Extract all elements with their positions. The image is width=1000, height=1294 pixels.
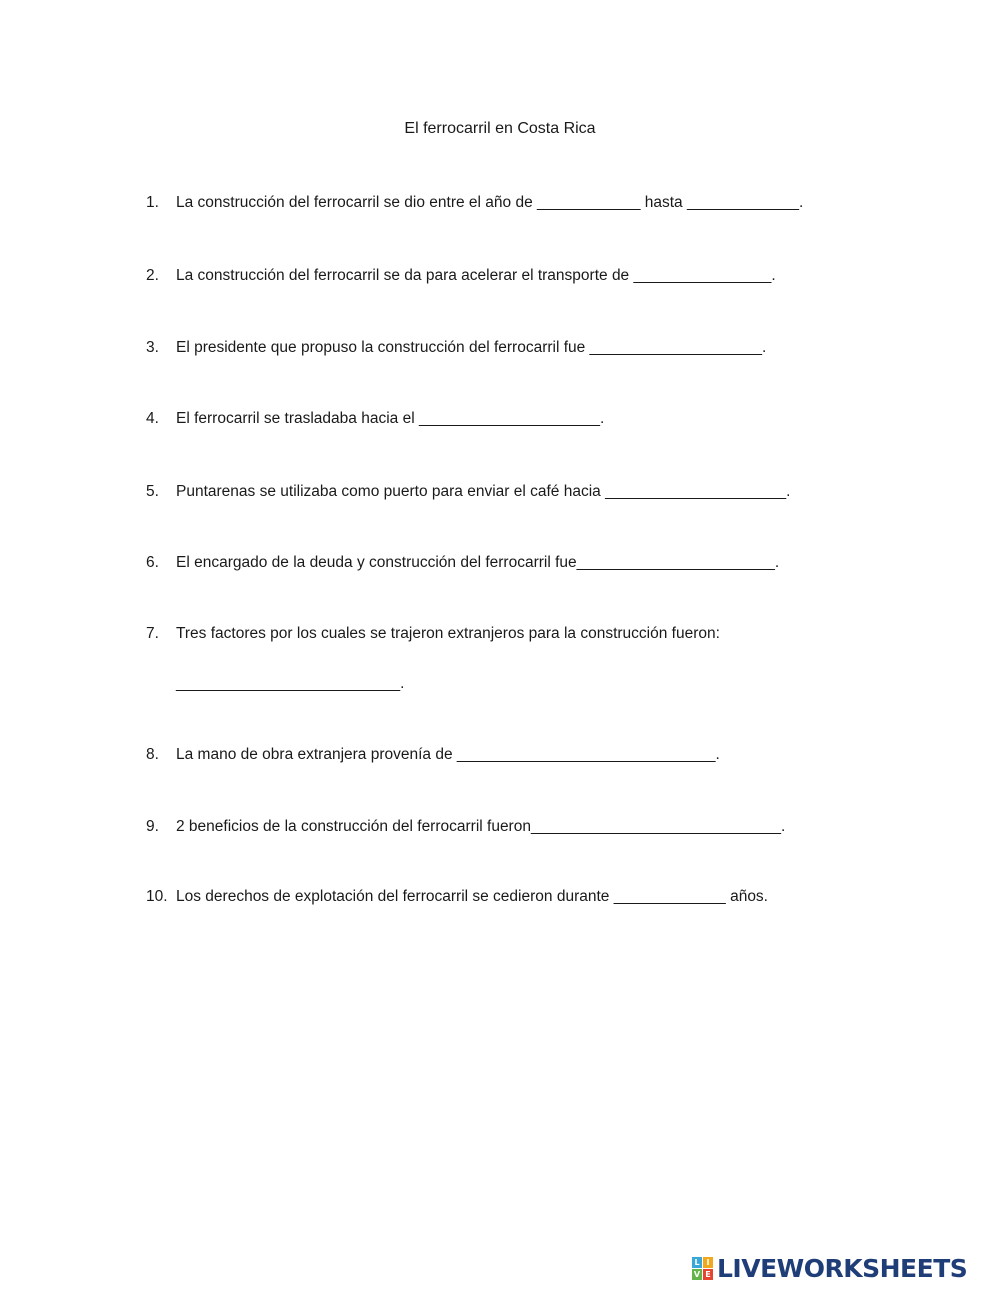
question-number: 10. <box>146 888 168 905</box>
question-number: 9. <box>146 818 159 835</box>
question-text: El presidente que propuso la construcción del ferrocarril fue ____________________. <box>176 339 767 356</box>
question-number: 7. <box>146 625 159 642</box>
logo-text: LIVEWORKSHEETS <box>717 1254 968 1283</box>
page-title: El ferrocarril en Costa Rica <box>404 120 596 137</box>
question-text: La mano de obra extranjera provenía de ______________________________. <box>176 746 720 763</box>
question-number: 5. <box>146 483 159 500</box>
question-text: 2 beneficios de la construcción del ferrocarril fueron_____________________________. <box>176 818 786 835</box>
liveworksheets-logo <box>692 1256 967 1282</box>
question-number: 2. <box>146 267 159 284</box>
question-number: 8. <box>146 746 159 763</box>
logo-tile: E <box>703 1269 713 1280</box>
question-text: La construcción del ferrocarril se da para acelerar el transporte de ________________. <box>176 267 776 284</box>
liveworksheets-mark-icon <box>692 1257 714 1281</box>
question-text: Puntarenas se utilizaba como puerto para enviar el café hacia _____________________. <box>176 483 791 500</box>
question-number: 1. <box>146 194 159 211</box>
question-text: Los derechos de explotación del ferrocarril se cedieron durante _____________ años. <box>176 888 768 905</box>
question-text: Tres factores por los cuales se trajeron extranjeros para la construcción fueron: <box>176 625 720 642</box>
question-number: 4. <box>146 410 159 427</box>
answer-line: __________________________. <box>176 675 405 692</box>
logo-tile: L <box>692 1257 702 1268</box>
question-number: 6. <box>146 554 159 571</box>
question-text: El ferrocarril se trasladaba hacia el _____________________. <box>176 410 605 427</box>
logo-tile: I <box>703 1257 713 1268</box>
question-text: La construcción del ferrocarril se dio entre el año de ____________ hasta _____________. <box>176 194 804 211</box>
logo-tile: V <box>693 1270 701 1279</box>
question-number: 3. <box>146 339 159 356</box>
question-text: El encargado de la deuda y construcción del ferrocarril fue_______________________. <box>176 554 780 571</box>
